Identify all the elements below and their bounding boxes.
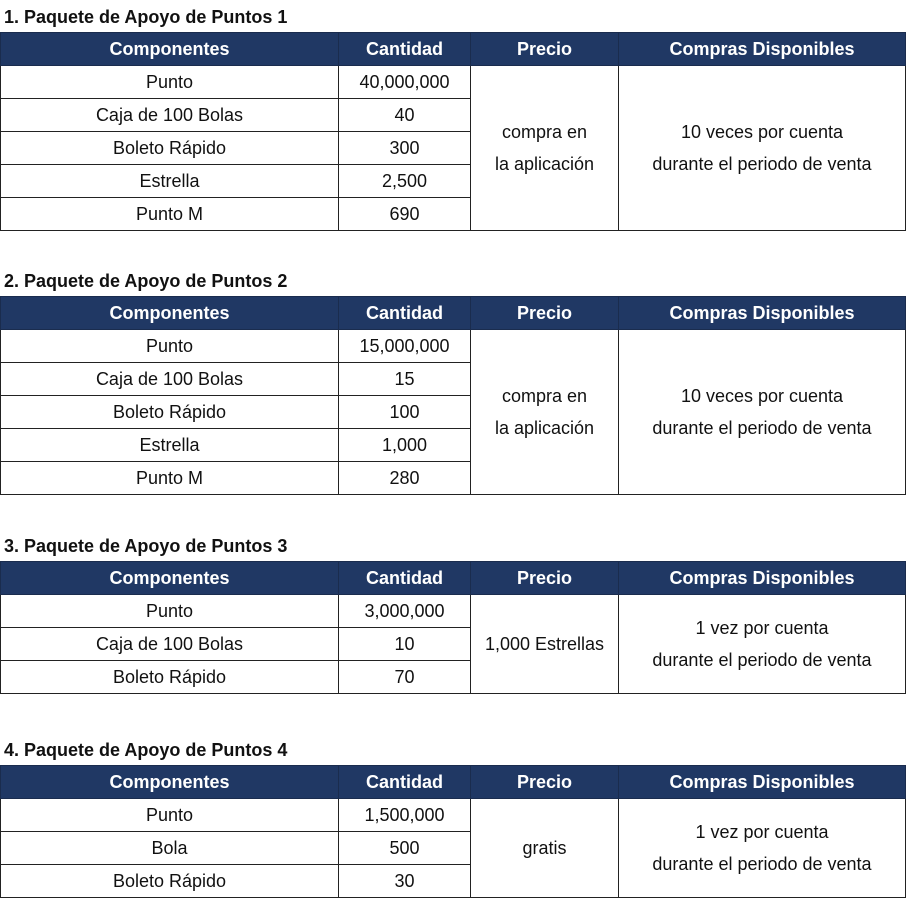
- quantity-cell: 10: [339, 628, 471, 661]
- availability-line: 1 vez por cuenta: [695, 618, 829, 638]
- package-table: [0, 765, 906, 898]
- quantity-cell: 3,000,000: [339, 595, 471, 628]
- price-line: compra en: [501, 386, 588, 406]
- component-cell: Caja de 100 Bolas: [1, 99, 339, 132]
- header-availability: Compras Disponibles: [619, 297, 906, 330]
- package-section: [0, 2, 907, 231]
- table-row: [1, 66, 906, 99]
- price-line: gratis: [522, 838, 567, 858]
- availability-cell: [619, 799, 906, 898]
- table-row: [1, 595, 906, 628]
- availability-line: 1 vez por cuenta: [695, 822, 829, 842]
- header-row: [1, 766, 906, 799]
- availability-cell: [619, 595, 906, 694]
- price-cell: [471, 330, 619, 495]
- header-components: Componentes: [1, 562, 339, 595]
- availability-line: durante el periodo de venta: [652, 154, 872, 174]
- package-table: [0, 296, 906, 495]
- price-line: la aplicación: [494, 418, 595, 438]
- component-cell: Punto: [1, 595, 339, 628]
- header-row: [1, 33, 906, 66]
- component-cell: Estrella: [1, 165, 339, 198]
- package-section: [0, 531, 907, 694]
- header-components: Componentes: [1, 297, 339, 330]
- component-cell: Boleto Rápido: [1, 661, 339, 694]
- table-row: [1, 799, 906, 832]
- component-cell: Boleto Rápido: [1, 132, 339, 165]
- price-cell: [471, 799, 619, 898]
- quantity-cell: 30: [339, 865, 471, 898]
- price-line: la aplicación: [494, 154, 595, 174]
- package-title: 1. Paquete de Apoyo de Puntos 1: [4, 7, 288, 27]
- availability-line: 10 veces por cuenta: [680, 122, 844, 142]
- component-cell: Estrella: [1, 429, 339, 462]
- component-cell: Punto: [1, 66, 339, 99]
- component-cell: Boleto Rápido: [1, 865, 339, 898]
- header-availability: Compras Disponibles: [619, 766, 906, 799]
- header-row: [1, 562, 906, 595]
- package-table: [0, 32, 906, 231]
- package-title: 2. Paquete de Apoyo de Puntos 2: [4, 271, 288, 291]
- quantity-cell: 15,000,000: [339, 330, 471, 363]
- package-table: [0, 561, 906, 694]
- header-price: Precio: [471, 562, 619, 595]
- availability-line: 10 veces por cuenta: [680, 386, 844, 406]
- quantity-cell: 280: [339, 462, 471, 495]
- component-cell: Punto: [1, 799, 339, 832]
- header-availability: Compras Disponibles: [619, 562, 906, 595]
- quantity-cell: 40,000,000: [339, 66, 471, 99]
- component-cell: Caja de 100 Bolas: [1, 363, 339, 396]
- quantity-cell: 70: [339, 661, 471, 694]
- header-price: Precio: [471, 297, 619, 330]
- quantity-cell: 1,000: [339, 429, 471, 462]
- header-price: Precio: [471, 766, 619, 799]
- component-cell: Boleto Rápido: [1, 396, 339, 429]
- header-availability: Compras Disponibles: [619, 33, 906, 66]
- header-components: Componentes: [1, 766, 339, 799]
- quantity-cell: 690: [339, 198, 471, 231]
- price-line: 1,000 Estrellas: [484, 634, 605, 654]
- quantity-cell: 300: [339, 132, 471, 165]
- table-row: [1, 330, 906, 363]
- quantity-cell: 2,500: [339, 165, 471, 198]
- component-cell: Punto M: [1, 198, 339, 231]
- header-quantity: Cantidad: [339, 766, 471, 799]
- header-quantity: Cantidad: [339, 562, 471, 595]
- header-quantity: Cantidad: [339, 297, 471, 330]
- package-title: 4. Paquete de Apoyo de Puntos 4: [4, 740, 288, 760]
- package-section: [0, 735, 907, 898]
- quantity-cell: 40: [339, 99, 471, 132]
- availability-cell: [619, 330, 906, 495]
- quantity-cell: 500: [339, 832, 471, 865]
- availability-line: durante el periodo de venta: [652, 650, 872, 670]
- component-cell: Caja de 100 Bolas: [1, 628, 339, 661]
- component-cell: Punto: [1, 330, 339, 363]
- quantity-cell: 100: [339, 396, 471, 429]
- component-cell: Bola: [1, 832, 339, 865]
- price-line: compra en: [501, 122, 588, 142]
- availability-cell: [619, 66, 906, 231]
- quantity-cell: 1,500,000: [339, 799, 471, 832]
- quantity-cell: 15: [339, 363, 471, 396]
- availability-line: durante el periodo de venta: [652, 854, 872, 874]
- header-row: [1, 297, 906, 330]
- header-price: Precio: [471, 33, 619, 66]
- component-cell: Punto M: [1, 462, 339, 495]
- availability-line: durante el periodo de venta: [652, 418, 872, 438]
- header-components: Componentes: [1, 33, 339, 66]
- price-cell: [471, 595, 619, 694]
- package-title: 3. Paquete de Apoyo de Puntos 3: [4, 536, 288, 556]
- package-section: [0, 266, 907, 495]
- price-cell: [471, 66, 619, 231]
- header-quantity: Cantidad: [339, 33, 471, 66]
